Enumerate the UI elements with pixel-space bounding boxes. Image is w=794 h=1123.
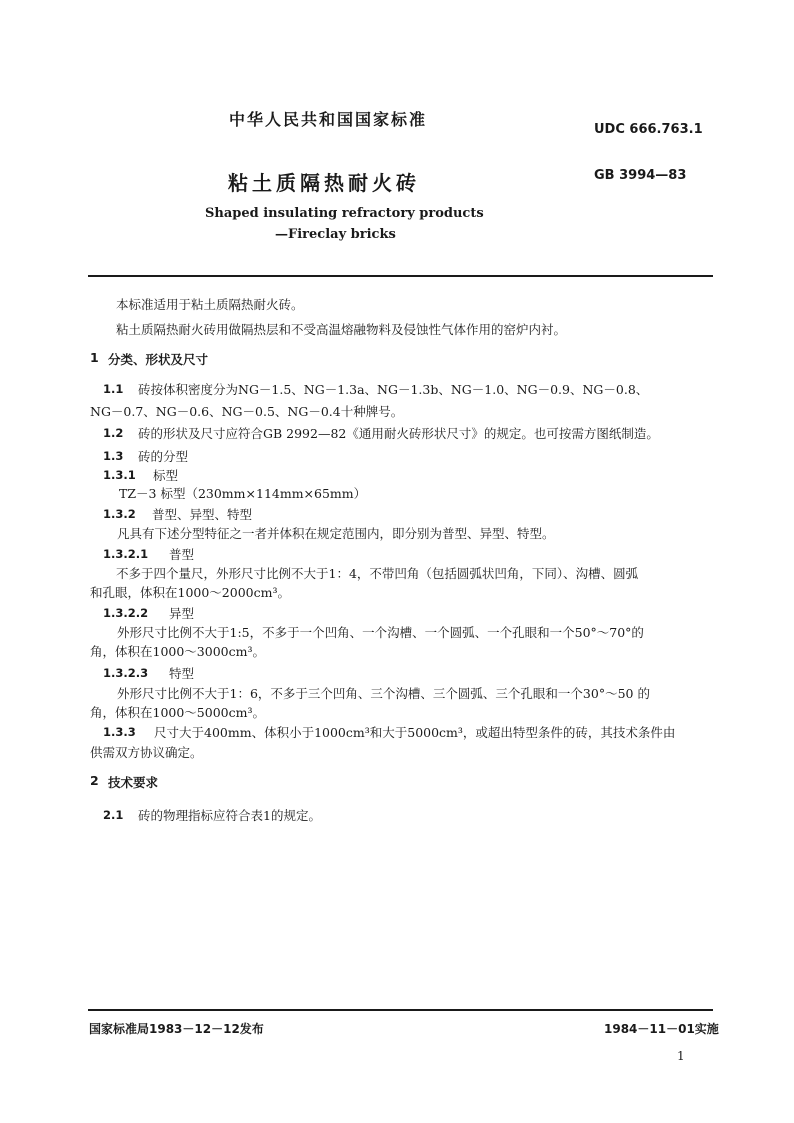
clause-1-3-1-number: 1.3.1 <box>103 468 136 482</box>
clause-1-3-2-1-para-cont: 和孔眼，体积在1000～2000cm³。 <box>90 585 290 600</box>
clause-1-3-2-2-text: 异型 <box>169 606 195 621</box>
clause-1-3-2-2-para: 外形尺寸比例不大于1:5，不多于一个凹角、一个沟槽、一个圆弧、一个孔眼和一个50°～70°的 <box>117 625 644 640</box>
section-1-number: 1 <box>90 350 99 365</box>
clause-2-1-number: 2.1 <box>103 808 124 822</box>
clause-1-3-2-3-number: 1.3.2.3 <box>103 666 149 680</box>
clause-1-3-2-3-para-cont: 角，体积在1000～5000cm³。 <box>90 705 265 720</box>
clause-1-1-number: 1.1 <box>103 382 124 396</box>
clause-1-3-2-1-number: 1.3.2.1 <box>103 547 149 561</box>
section-1-title: 分类、形状及尺寸 <box>108 352 209 367</box>
clause-1-3-1-detail: TZ－3 标型（230mm×114mm×65mm） <box>119 486 367 501</box>
intro-paragraph-1: 本标准适用于粘土质隔热耐火砖。 <box>116 297 304 312</box>
section-2-number: 2 <box>90 773 99 788</box>
issued-date: 国家标准局1983－12－12发布 <box>89 1022 264 1036</box>
clause-1-3-2-3-text: 特型 <box>169 666 195 681</box>
clause-1-3-2-number: 1.3.2 <box>103 507 136 521</box>
clause-1-3-text: 砖的分型 <box>138 449 189 464</box>
clause-2-1-text: 砖的物理指标应符合表1的规定。 <box>138 808 321 823</box>
header-divider <box>88 275 713 277</box>
clause-1-3-number: 1.3 <box>103 449 124 463</box>
clause-1-3-2-2-para-cont: 角，体积在1000～3000cm³。 <box>90 644 265 659</box>
udc-code: UDC 666.763.1 <box>594 122 703 137</box>
clause-1-1-text: 砖按体积密度分为NG－1.5、NG－1.3a、NG－1.3b、NG－1.0、NG－0.9、NG－0.8、 <box>138 382 649 397</box>
footer-divider <box>88 1009 713 1011</box>
intro-paragraph-2: 粘土质隔热耐火砖用做隔热层和不受高温熔融物料及侵蚀性气体作用的窑炉内衬。 <box>116 322 567 337</box>
page-number: 1 <box>677 1049 685 1063</box>
clause-1-3-2-detail: 凡具有下述分型特征之一者并体积在规定范围内，即分别为普型、异型、特型。 <box>117 526 555 541</box>
english-title-line-2: —Fireclay bricks <box>275 227 396 242</box>
clause-1-3-1-text: 标型 <box>153 468 179 483</box>
clause-1-2-number: 1.2 <box>103 426 124 440</box>
gb-code: GB 3994—83 <box>594 168 687 183</box>
english-title-line-1: Shaped insulating refractory products <box>205 206 484 221</box>
clause-1-3-2-3-para: 外形尺寸比例不大于1：6，不多于三个凹角、三个沟槽、三个圆弧、三个孔眼和一个30°～50 的 <box>117 686 650 701</box>
clause-1-3-2-text: 普型、异型、特型 <box>152 507 253 522</box>
clause-1-3-2-1-para: 不多于四个量尺，外形尺寸比例不大于1：4，不带凹角（包括圆弧状凹角，下同）、沟槽、圆弧 <box>116 566 639 581</box>
clause-1-3-3-text: 尺寸大于400mm、体积小于1000cm³和大于5000cm³，或超出特型条件的砖，其技术条件由 <box>154 725 676 740</box>
clause-1-3-2-2-number: 1.3.2.2 <box>103 606 149 620</box>
clause-1-1-text-cont: NG－0.7、NG－0.6、NG－0.5、NG－0.4十种牌号。 <box>90 404 404 419</box>
standard-org-heading: 中华人民共和国国家标准 <box>229 110 428 129</box>
clause-1-3-2-1-text: 普型 <box>169 547 195 562</box>
document-title: 粘土质隔热耐火砖 <box>228 171 420 195</box>
section-2-title: 技术要求 <box>108 775 159 790</box>
effective-date: 1984－11－01实施 <box>604 1022 719 1036</box>
clause-1-3-3-text-cont: 供需双方协议确定。 <box>90 745 203 760</box>
clause-1-3-3-number: 1.3.3 <box>103 725 136 739</box>
clause-1-2-text: 砖的形状及尺寸应符合GB 2992—82《通用耐火砖形状尺寸》的规定。也可按需方图纸制造。 <box>138 426 659 441</box>
